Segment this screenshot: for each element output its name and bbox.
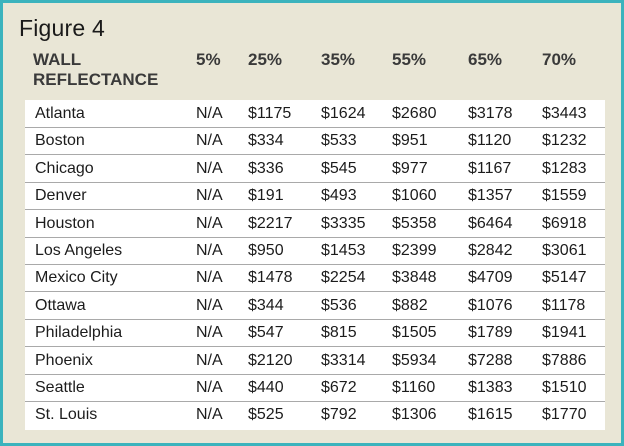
cost-cell: $792 bbox=[321, 406, 357, 424]
table-row bbox=[25, 210, 605, 238]
cost-cell: $536 bbox=[321, 296, 357, 314]
cost-cell: $1383 bbox=[468, 379, 513, 396]
city-cell: Phoenix bbox=[35, 351, 93, 369]
cost-cell: $4709 bbox=[468, 269, 513, 287]
cost-cell: $1076 bbox=[468, 296, 513, 314]
cost-cell: $951 bbox=[392, 132, 428, 150]
table-row bbox=[25, 127, 605, 155]
cost-cell: $815 bbox=[321, 324, 357, 342]
header-col-35: 35% bbox=[321, 50, 356, 69]
table-row bbox=[25, 347, 605, 375]
cost-cell: $950 bbox=[248, 242, 284, 259]
city-cell: Ottawa bbox=[35, 296, 86, 314]
cost-cell: $2254 bbox=[321, 269, 366, 287]
cost-cell: $336 bbox=[248, 159, 284, 177]
cost-cell: $6918 bbox=[542, 214, 587, 232]
cost-cell: N/A bbox=[196, 296, 223, 314]
cost-cell: N/A bbox=[196, 187, 223, 205]
cost-cell: $5358 bbox=[392, 214, 437, 232]
cost-cell: $1167 bbox=[468, 159, 512, 177]
cost-cell: $1232 bbox=[542, 132, 587, 150]
cost-cell: $344 bbox=[248, 296, 284, 314]
table-row bbox=[25, 264, 605, 292]
cost-cell: $3178 bbox=[468, 105, 513, 122]
cost-cell: $5934 bbox=[392, 351, 437, 369]
data-table bbox=[25, 100, 605, 430]
cost-cell: $2842 bbox=[468, 242, 513, 259]
table-row bbox=[25, 182, 605, 210]
cost-cell: $1175 bbox=[248, 105, 292, 122]
cost-cell: $440 bbox=[248, 379, 284, 396]
cost-cell: $1306 bbox=[392, 406, 437, 424]
cost-cell: N/A bbox=[196, 214, 223, 232]
header-wall-reflectance bbox=[33, 50, 158, 90]
city-cell: Seattle bbox=[35, 379, 85, 396]
cost-cell: N/A bbox=[196, 269, 223, 287]
cost-cell: $5147 bbox=[542, 269, 587, 287]
table-row bbox=[25, 292, 605, 320]
cost-cell: $1453 bbox=[321, 242, 366, 259]
header-col-25: 25% bbox=[248, 50, 283, 69]
cost-cell: $493 bbox=[321, 187, 357, 205]
cost-cell: $1510 bbox=[542, 379, 587, 396]
header-wall-line1: WALL bbox=[33, 50, 82, 69]
cost-cell: $2399 bbox=[392, 242, 437, 259]
table-row bbox=[25, 401, 605, 428]
header-col-65: 65% bbox=[468, 50, 503, 69]
cost-cell: $1160 bbox=[392, 379, 436, 396]
cost-cell: $3061 bbox=[542, 242, 587, 259]
city-cell: Denver bbox=[35, 187, 87, 205]
cost-cell: $1178 bbox=[542, 296, 586, 314]
cost-cell: $1559 bbox=[542, 187, 587, 205]
header-col-5: 5% bbox=[196, 50, 221, 69]
cost-cell: N/A bbox=[196, 379, 223, 396]
cost-cell: $525 bbox=[248, 406, 284, 424]
cost-cell: N/A bbox=[196, 324, 223, 342]
cost-cell: $6464 bbox=[468, 214, 513, 232]
table-row bbox=[25, 155, 605, 183]
cost-cell: N/A bbox=[196, 159, 223, 177]
cost-cell: $2680 bbox=[392, 105, 437, 122]
table-row bbox=[25, 100, 605, 128]
header-col-70: 70% bbox=[542, 50, 577, 69]
cost-cell: $1060 bbox=[392, 187, 437, 205]
cost-cell: $1624 bbox=[321, 105, 366, 122]
city-cell: Los Angeles bbox=[35, 242, 123, 259]
cost-cell: $547 bbox=[248, 324, 284, 342]
figure-title: Figure 4 bbox=[19, 15, 105, 41]
cost-cell: N/A bbox=[196, 351, 223, 369]
cost-cell: $1789 bbox=[468, 324, 513, 342]
cost-cell: $977 bbox=[392, 159, 428, 177]
cost-cell: $7288 bbox=[468, 351, 513, 369]
cost-cell: $1941 bbox=[542, 324, 587, 342]
cost-cell: $7886 bbox=[542, 351, 587, 369]
cost-cell: $1478 bbox=[248, 269, 293, 287]
cost-cell: $1770 bbox=[542, 406, 587, 424]
cost-cell: $533 bbox=[321, 132, 357, 150]
cost-cell: $672 bbox=[321, 379, 357, 396]
cost-cell: $1120 bbox=[468, 132, 512, 150]
cost-cell: $3335 bbox=[321, 214, 366, 232]
cost-cell: $2217 bbox=[248, 214, 293, 232]
cost-cell: $3443 bbox=[542, 105, 587, 122]
city-cell: Houston bbox=[35, 214, 95, 232]
cost-cell: $1615 bbox=[468, 406, 513, 424]
cost-cell: N/A bbox=[196, 242, 223, 259]
cost-cell: $1283 bbox=[542, 159, 587, 177]
cost-cell: $191 bbox=[248, 187, 284, 205]
table-row bbox=[25, 374, 605, 402]
table-row bbox=[25, 319, 605, 347]
cost-cell: N/A bbox=[196, 132, 223, 150]
cost-cell: $882 bbox=[392, 296, 428, 314]
cost-cell: $334 bbox=[248, 132, 284, 150]
city-cell: Philadelphia bbox=[35, 324, 123, 342]
cost-cell: N/A bbox=[196, 406, 223, 424]
city-cell: Atlanta bbox=[35, 105, 85, 122]
table-row bbox=[25, 237, 605, 265]
cost-cell: $1505 bbox=[392, 324, 437, 342]
city-cell: Boston bbox=[35, 132, 85, 150]
cost-cell: $3848 bbox=[392, 269, 437, 287]
cost-cell: $1357 bbox=[468, 187, 513, 205]
city-cell: Mexico City bbox=[35, 269, 118, 287]
cost-cell: $545 bbox=[321, 159, 357, 177]
cost-cell: $3314 bbox=[321, 351, 366, 369]
cost-cell: N/A bbox=[196, 105, 223, 122]
header-wall-line2: REFLECTANCE bbox=[33, 70, 159, 89]
city-cell: Chicago bbox=[35, 159, 94, 177]
header-col-55: 55% bbox=[392, 50, 427, 69]
cost-cell: $2120 bbox=[248, 351, 293, 369]
city-cell: St. Louis bbox=[35, 406, 98, 424]
